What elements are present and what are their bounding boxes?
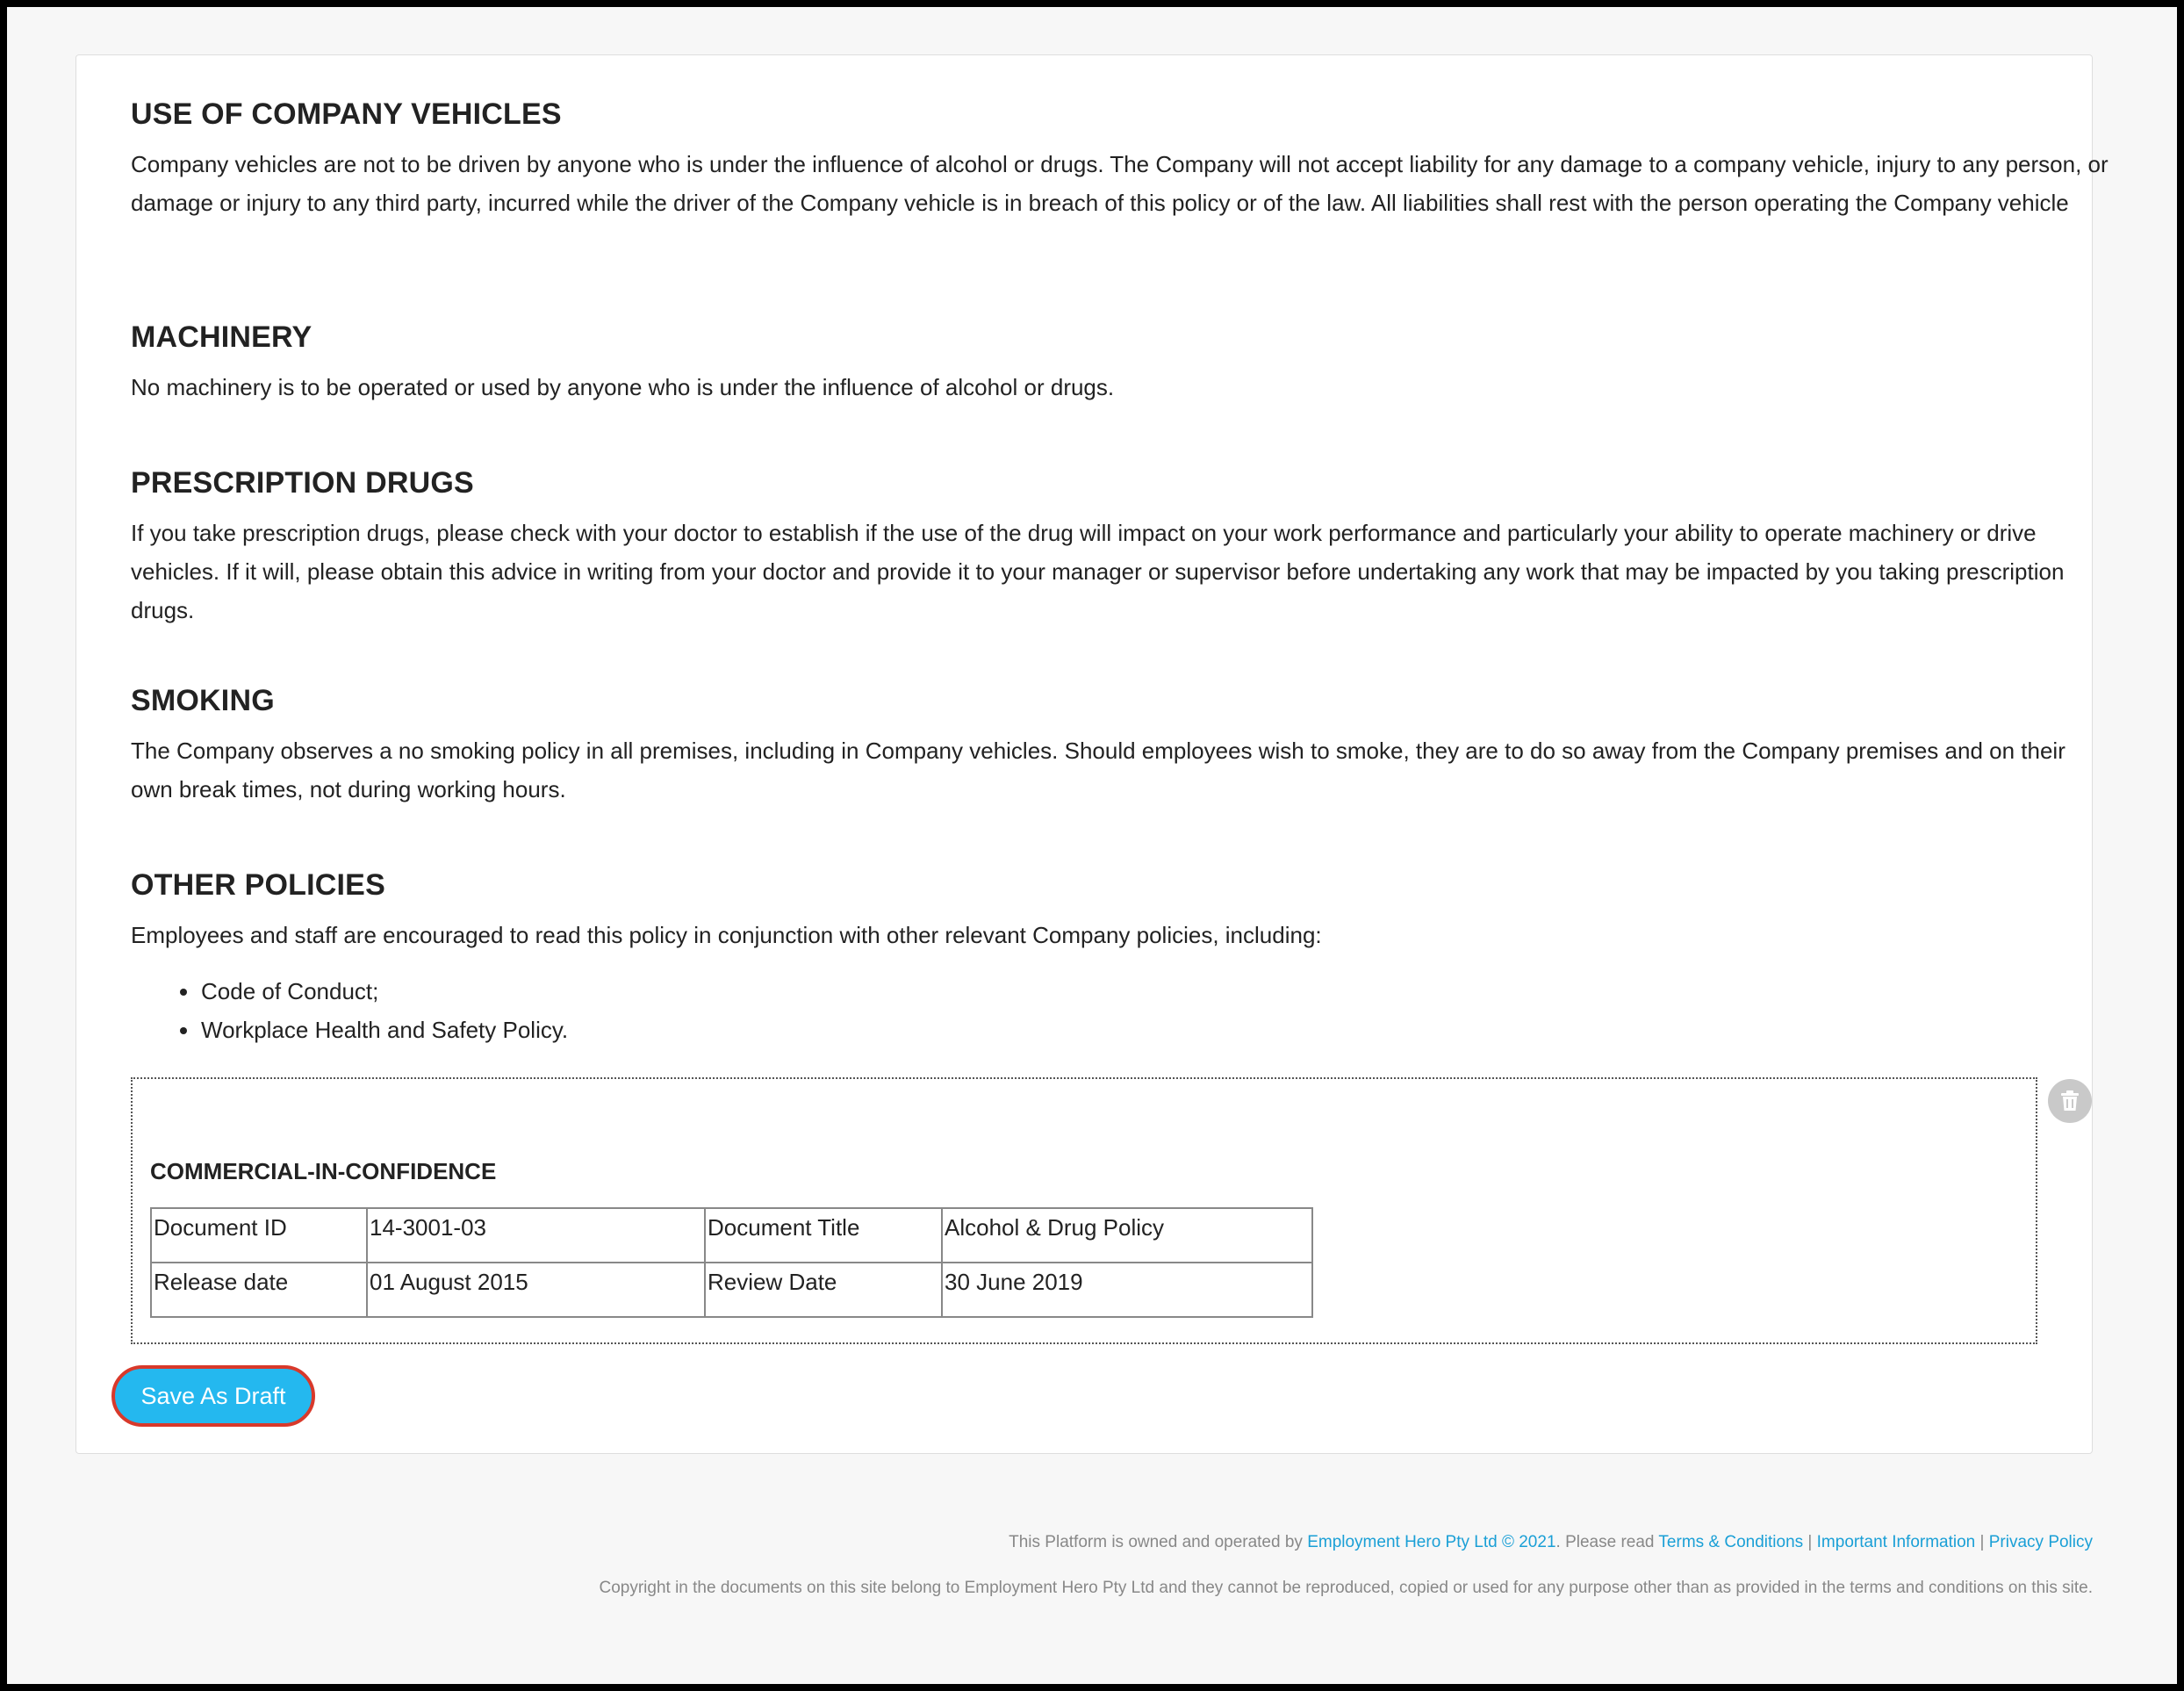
- footer-separator: |: [1803, 1533, 1817, 1551]
- section-heading-smoking: SMOKING: [131, 684, 275, 717]
- table-row: [151, 1208, 1312, 1263]
- section-heading-prescription: PRESCRIPTION DRUGS: [131, 466, 474, 500]
- table-cell: 01 August 2015: [367, 1263, 705, 1317]
- section-heading-vehicles: USE OF COMPANY VEHICLES: [131, 97, 562, 131]
- table-cell: 30 June 2019: [942, 1263, 1312, 1317]
- page-viewport: [7, 7, 2177, 1684]
- section-body-other-policies: Employees and staff are encouraged to read this policy in conjunction with other relevant Company policies, including:: [131, 922, 1322, 948]
- important-info-link[interactable]: Important Information: [1816, 1533, 1976, 1551]
- related-policies-list: [131, 972, 568, 1049]
- footer-line-ownership: [1009, 1533, 2093, 1552]
- privacy-link[interactable]: Privacy Policy: [1988, 1533, 2093, 1551]
- footer-text: This Platform is owned and operated by: [1009, 1533, 1308, 1551]
- confidential-title: COMMERCIAL-IN-CONFIDENCE: [150, 1158, 497, 1184]
- section-body-smoking: The Company observes a no smoking policy in all premises, including in Company vehicles. Should employees wish to smoke, they are to do so away from the Company premises and on their own break times, not during working hours.: [131, 738, 2065, 802]
- owner-link[interactable]: Employment Hero Pty Ltd © 2021: [1307, 1533, 1556, 1551]
- delete-block-button[interactable]: [2048, 1079, 2092, 1123]
- table-cell: 14-3001-03: [367, 1208, 705, 1263]
- section-body-machinery: No machinery is to be operated or used by anyone who is under the influence of alcohol or drugs.: [131, 374, 1115, 400]
- table-cell: Document ID: [151, 1208, 367, 1263]
- footer-copyright: Copyright in the documents on this site belong to Employment Hero Pty Ltd and they cannot be reproduced, copied or used for any purpose other than as provided in the terms and conditions on this site.: [599, 1579, 2093, 1597]
- section-heading-other-policies: OTHER POLICIES: [131, 868, 385, 902]
- section-body-prescription: If you take prescription drugs, please check with your doctor to establish if the use of the drug will impact on your work performance and particularly your ability to operate machinery or drive vehicles. If it will, please obtain this advice in writing from your doctor and provide it to your manager or supervisor before undertaking any work that may be impacted by you taking prescription drugs.: [131, 520, 2065, 623]
- table-cell: Release date: [151, 1263, 367, 1317]
- confidential-block[interactable]: [131, 1077, 2037, 1344]
- trash-icon: [2060, 1090, 2080, 1112]
- list-item: Workplace Health and Safety Policy.: [131, 1011, 568, 1049]
- list-item: Code of Conduct;: [131, 972, 568, 1011]
- table-cell: Document Title: [705, 1208, 942, 1263]
- section-body-vehicles: Company vehicles are not to be driven by anyone who is under the influence of alcohol or drugs. The Company will not accept liability for any damage to a company vehicle, injury to any person, or damage or injury to any third party, incurred while the driver of the Company vehicle is in breach of this policy or of the law. All liabilities shall rest with the person operating the Company vehicle: [131, 151, 2109, 216]
- document-meta-table: [150, 1207, 1313, 1318]
- table-row: [151, 1263, 1312, 1317]
- save-as-draft-button[interactable]: Save As Draft: [111, 1365, 315, 1427]
- table-cell: Review Date: [705, 1263, 942, 1317]
- section-heading-machinery: MACHINERY: [131, 320, 313, 354]
- table-cell: Alcohol & Drug Policy: [942, 1208, 1312, 1263]
- policy-card: [75, 54, 2109, 1454]
- footer-text: . Please read: [1555, 1533, 1659, 1551]
- footer-separator: |: [1975, 1533, 1989, 1551]
- terms-link[interactable]: Terms & Conditions: [1658, 1533, 1804, 1551]
